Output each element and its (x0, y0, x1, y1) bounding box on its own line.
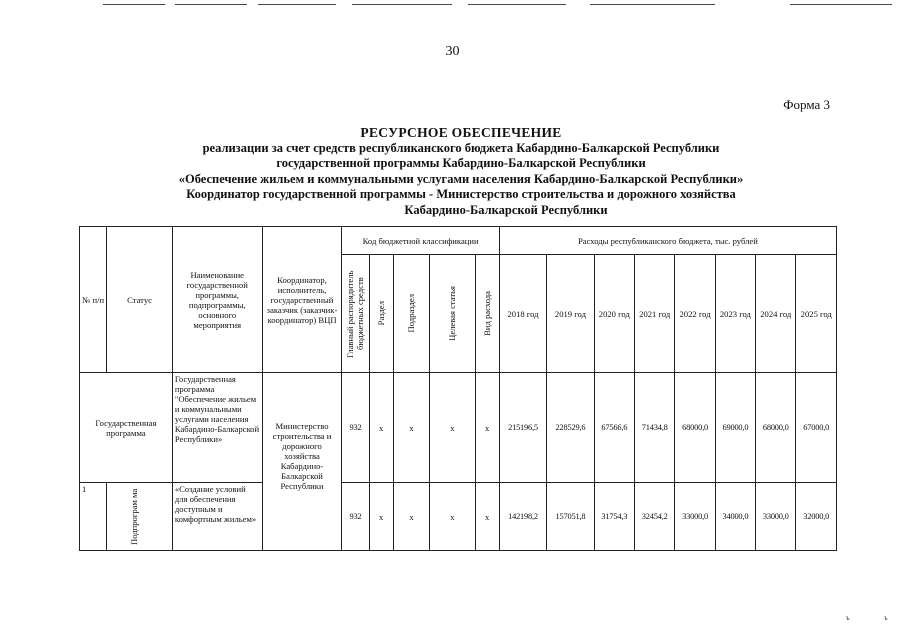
table-row (80, 373, 837, 483)
header-code-group: Код бюджетной классификации (342, 227, 499, 255)
table-row (80, 483, 837, 551)
header-expense-group: Расходы республиканского бюджета, тыс. рублей (499, 227, 836, 255)
form-label: Форма 3 (783, 97, 830, 112)
header-celevaya: Целевая статья (430, 255, 475, 373)
header-coordinator: Координатор, исполнитель, государственный заказчик (заказчик-координатор) ВЦП (262, 227, 342, 373)
header-year: 2020 год (594, 255, 634, 373)
vid-cell: x (475, 483, 499, 551)
header-year: 2022 год (675, 255, 715, 373)
value-cell: 71434,8 (635, 373, 675, 483)
scan-mark: ъ (846, 614, 850, 622)
value-cell: 228529,6 (547, 373, 594, 483)
title-line: Кабардино-Балкарской Республики (404, 202, 608, 217)
celevaya-cell: x (430, 373, 475, 483)
page-number: 30 (445, 44, 460, 59)
title-main: РЕСУРСНОЕ ОБЕСПЕЧЕНИЕ (360, 125, 562, 140)
value-cell: 32000,0 (796, 483, 837, 551)
title-line: «Обеспечение жильем и коммунальными услугами населения Кабардино-Балкарской Республики» (178, 171, 744, 186)
header-vid: Вид расхода (475, 255, 499, 373)
header-grbs: Главный распорядитель бюджетных средств (342, 255, 369, 373)
podrazdel-cell: x (393, 483, 429, 551)
coordinator-cell: Министерство строительства и дорожного хозяйства Кабардино-Балкарской Республики (262, 373, 342, 551)
header-year: 2024 год (756, 255, 796, 373)
scan-line (103, 4, 165, 5)
value-cell: 215196,5 (499, 373, 546, 483)
value-cell: 142198,2 (499, 483, 546, 551)
scan-line (258, 4, 336, 5)
header-num: № п/п (80, 227, 107, 373)
num-cell: 1 (80, 483, 107, 551)
header-year: 2025 год (796, 255, 837, 373)
header-year: 2023 год (715, 255, 755, 373)
status-cell: Подпрограм ма (107, 483, 173, 551)
scan-line (590, 4, 715, 5)
razdel-cell: x (369, 483, 393, 551)
name-cell: Государственная программа "Обеспечение жильем и коммунальными услугами населения Кабардино-Балкарской Республики» (172, 373, 262, 483)
value-cell: 34000,0 (715, 483, 755, 551)
scan-mark: ъ (884, 614, 888, 622)
status-cell: Государственная программа (80, 373, 173, 483)
vid-cell: x (475, 373, 499, 483)
header-razdel: Раздел (369, 255, 393, 373)
value-cell: 69000,0 (715, 373, 755, 483)
grbs-cell: 932 (342, 483, 369, 551)
resource-table (79, 226, 837, 551)
header-year: 2019 год (547, 255, 594, 373)
value-cell: 68000,0 (675, 373, 715, 483)
header-name: Наименование государственной программы, подпрограммы, основного мероприятия (172, 227, 262, 373)
value-cell: 33000,0 (756, 483, 796, 551)
value-cell: 33000,0 (675, 483, 715, 551)
header-year: 2021 год (635, 255, 675, 373)
title-line: Координатор государственной программы - Министерство строительства и дорожного хозяйства (186, 187, 736, 201)
scan-line (468, 4, 566, 5)
value-cell: 68000,0 (756, 373, 796, 483)
celevaya-cell: x (430, 483, 475, 551)
podrazdel-cell: x (393, 373, 429, 483)
title-line: государственной программы Кабардино-Балкарской Республики (276, 156, 646, 170)
header-podrazdel: Подраздел (393, 255, 429, 373)
header-year: 2018 год (499, 255, 546, 373)
header-status: Статус (107, 227, 173, 373)
value-cell: 32454,2 (635, 483, 675, 551)
scan-line (175, 4, 247, 5)
scan-line (352, 4, 452, 5)
value-cell: 157051,8 (547, 483, 594, 551)
title-line: реализации за счет средств республиканского бюджета Кабардино-Балкарской Республики (202, 140, 720, 155)
document-title (100, 125, 822, 218)
value-cell: 67566,6 (594, 373, 634, 483)
scan-line (790, 4, 892, 5)
name-cell: «Создание условий для обеспечения доступным и комфортным жильем» (172, 483, 262, 551)
grbs-cell: 932 (342, 373, 369, 483)
razdel-cell: x (369, 373, 393, 483)
value-cell: 31754,3 (594, 483, 634, 551)
value-cell: 67000,0 (796, 373, 837, 483)
